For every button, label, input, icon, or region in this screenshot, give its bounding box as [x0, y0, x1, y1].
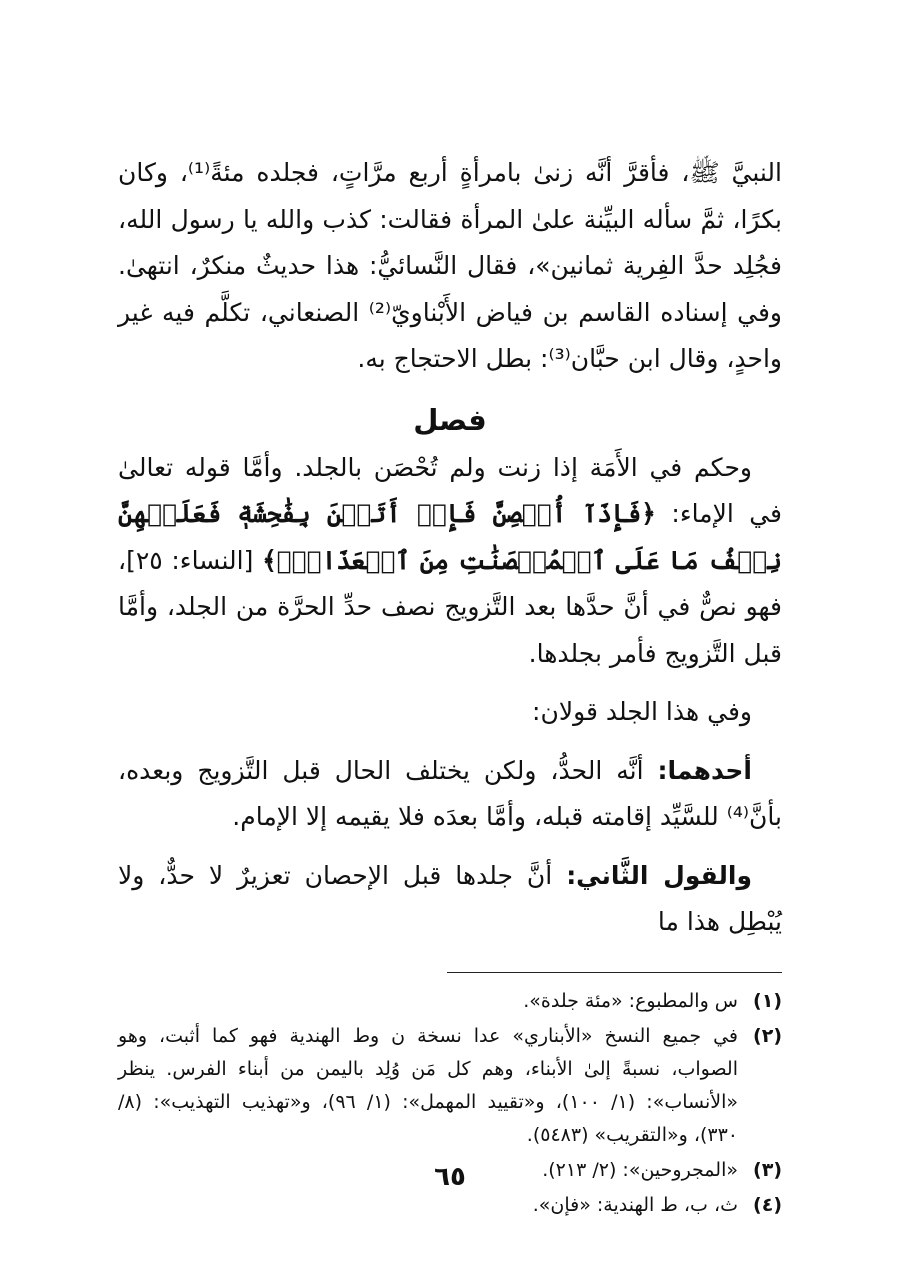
footnote-text: ث، ب، ط الهندية: «فإن».	[532, 1193, 738, 1216]
footnote-text: «المجروحين»: (٢/ ٢١٣).	[542, 1158, 738, 1181]
footnote	[118, 1020, 782, 1152]
footnote-text: س والمطبوع: «مئة جلدة».	[523, 989, 738, 1012]
first-opinion-label: أحدهما:	[657, 755, 752, 785]
paragraph-hadith: النبيَّ ﷺ، فأقرَّ أنَّه زنىٰ بامرأةٍ أربع مرَّاتٍ، فجلده مئةً⁽¹⁾، وكان بكرًا، ثمَّ سأله البيِّنة علىٰ المرأة فقالت: كذب والله يا رسول الله، فجُلِد حدَّ الفِرية ثمانين»، فقال النَّسائيُّ: هذا حديثٌ منكرٌ، انتهىٰ. وفي إسناده القاسم بن فياض الأَبْناويّ⁽²⁾ الصنعاني، تكلَّم فيه غير واحدٍ، وقال ابن حبَّان⁽³⁾: بطل الاحتجاج به.	[118, 158, 782, 373]
footnote	[118, 985, 782, 1018]
footnote-text: في جميع النسخ «الأبناري» عدا نسخة ن وط الهندية فهو كما أثبت، وهو الصواب، نسبةً إلىٰ الأبناء، وهم كل مَن وُلِد باليمن من أبناء الفرس. ينظر «الأنساب»: (١/ ١٠٠)، و«تقييد المهمل»: (١/ ٩٦)، و«تهذيب التهذيب»: (٨/ ٣٣٠)، و«التقريب» (٥٤٨٣).	[118, 1024, 738, 1146]
quran-verse: ﴿فَإِذَآ أُحۡصِنَّ فَإِنۡ أَتَيۡنَ بِفَٰحِشَةٖ فَعَلَيۡهِنَّ نِصۡفُ مَا عَلَى ٱلۡمُحۡصَنَٰتِ مِنَ ٱلۡعَذَابِۚ﴾	[118, 499, 782, 575]
page-number: ٦٥	[434, 1162, 466, 1192]
footnote-divider	[447, 972, 782, 973]
footnote-number: (١)	[753, 989, 782, 1012]
chapter-title: فصل	[413, 402, 487, 437]
footnote	[118, 1189, 782, 1222]
second-opinion-label: والقول الثَّاني:	[566, 860, 752, 890]
paragraph-amah-ruling: [النساء: ٢٥]، فهو نصٌّ في أنَّ حدَّها بعد التَّزويج نصف حدِّ الحرَّة من الجلد، وأمَّا قبل التَّزويج فأمر بجلدها.	[118, 545, 782, 668]
footnote-number: (٤)	[753, 1193, 782, 1216]
footnote-number: (٢)	[753, 1024, 782, 1047]
second-opinion-text: أنَّ جلدها قبل الإحصان تعزيرٌ لا حدٌّ، ولا يُبْطِل هذا ما	[118, 860, 782, 936]
paragraph-two-opinions: وفي هذا الجلد قولان:	[532, 697, 752, 726]
footnote-number: (٣)	[753, 1158, 782, 1181]
paragraph-amah-intro: وحكم في الأَمَة إذا زنت ولم تُحْصَن بالجلد. وأمَّا قوله تعالىٰ في الإماء:	[118, 452, 783, 528]
paragraph-first-opinion	[118, 748, 782, 841]
paragraph-second-opinion	[118, 853, 782, 946]
first-opinion-text: أنَّه الحدُّ، ولكن يختلف الحال قبل التَّزويج وبعده، بأنَّ⁽⁴⁾ للسَّيِّد إقامته قبله، وأمَّا بعدَه فلا يقيمه إلا الإمام.	[118, 755, 782, 831]
paragraph-amah	[118, 445, 782, 678]
